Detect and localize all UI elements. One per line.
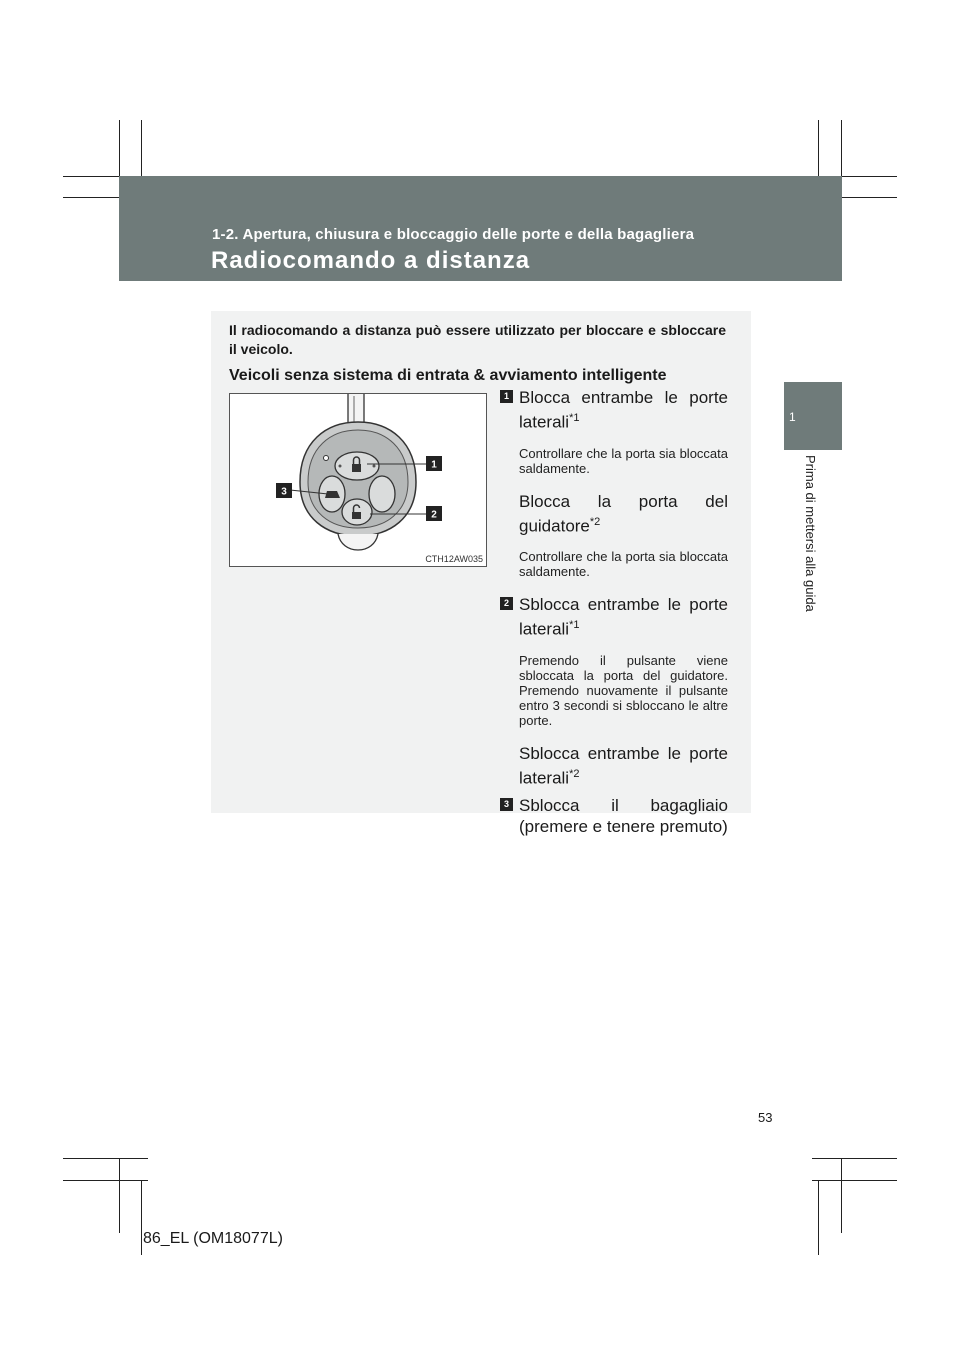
crop-mark bbox=[63, 1180, 148, 1181]
item-description: Premendo il pulsante viene sbloccata la porta del guidatore. Premendo nuovamente il pulsante entro 3 secondi si sbloccano le altre porte. bbox=[519, 652, 728, 728]
crop-mark bbox=[63, 1158, 148, 1159]
remote-key-figure bbox=[229, 393, 487, 567]
remote-key-illustration bbox=[230, 394, 486, 566]
item-badge: 2 bbox=[500, 597, 513, 610]
chapter-header bbox=[119, 176, 842, 281]
crop-mark bbox=[812, 1158, 897, 1159]
intro-text: Il radiocomando a distanza può essere utilizzato per bloccare e sbloccare il veicolo. bbox=[229, 322, 726, 357]
page-number: 53 bbox=[758, 1110, 773, 1125]
button-function-list bbox=[500, 387, 728, 837]
item-title: Sblocca entrambe le porte laterali$^{*1}$ bbox=[519, 595, 728, 639]
chapter-number: 1 bbox=[789, 410, 796, 424]
figure-code: CTH12AW035 bbox=[425, 554, 483, 564]
item-badge: 3 bbox=[500, 798, 513, 811]
crop-mark bbox=[818, 1180, 819, 1255]
chapter-tab bbox=[784, 382, 842, 450]
list-item bbox=[500, 743, 728, 789]
section-title: 1-2. Apertura, chiusura e bloccaggio delle porte e della bagagliera bbox=[212, 226, 695, 243]
chapter-label: Prima di mettersi alla guida bbox=[803, 455, 818, 612]
item-description: Controllare che la porta sia bloccata saldamente. bbox=[519, 445, 728, 476]
item-badge: 1 bbox=[500, 390, 513, 403]
item-title: Sblocca entrambe le porte laterali$^{*2}$ bbox=[519, 743, 728, 788]
list-item bbox=[500, 795, 728, 837]
item-title: Blocca entrambe le porte laterali$^{*1}$ bbox=[519, 388, 728, 432]
document-code: 86_EL (OM18077L) bbox=[143, 1230, 283, 1247]
page-title: Radiocomando a distanza bbox=[211, 247, 531, 274]
item-description: Controllare che la porta sia bloccata saldamente. bbox=[519, 549, 728, 580]
callout-1: 1 bbox=[431, 459, 437, 471]
crop-mark bbox=[841, 1158, 842, 1233]
item-title: Blocca la porta del guidatore$^{*2}$ bbox=[519, 491, 728, 536]
crop-mark bbox=[141, 1180, 142, 1255]
callout-2: 2 bbox=[431, 509, 437, 521]
list-item bbox=[500, 594, 728, 728]
subheading: Veicoli senza sistema di entrata & avviamento intelligente bbox=[229, 367, 667, 384]
content-panel bbox=[211, 311, 751, 836]
list-item bbox=[500, 387, 728, 476]
crop-mark bbox=[119, 1158, 120, 1233]
list-item bbox=[500, 491, 728, 580]
item-title: Sblocca il bagagliaio (premere e tenere premuto) bbox=[519, 795, 728, 836]
crop-mark bbox=[812, 1180, 897, 1181]
callout-3: 3 bbox=[281, 486, 287, 498]
